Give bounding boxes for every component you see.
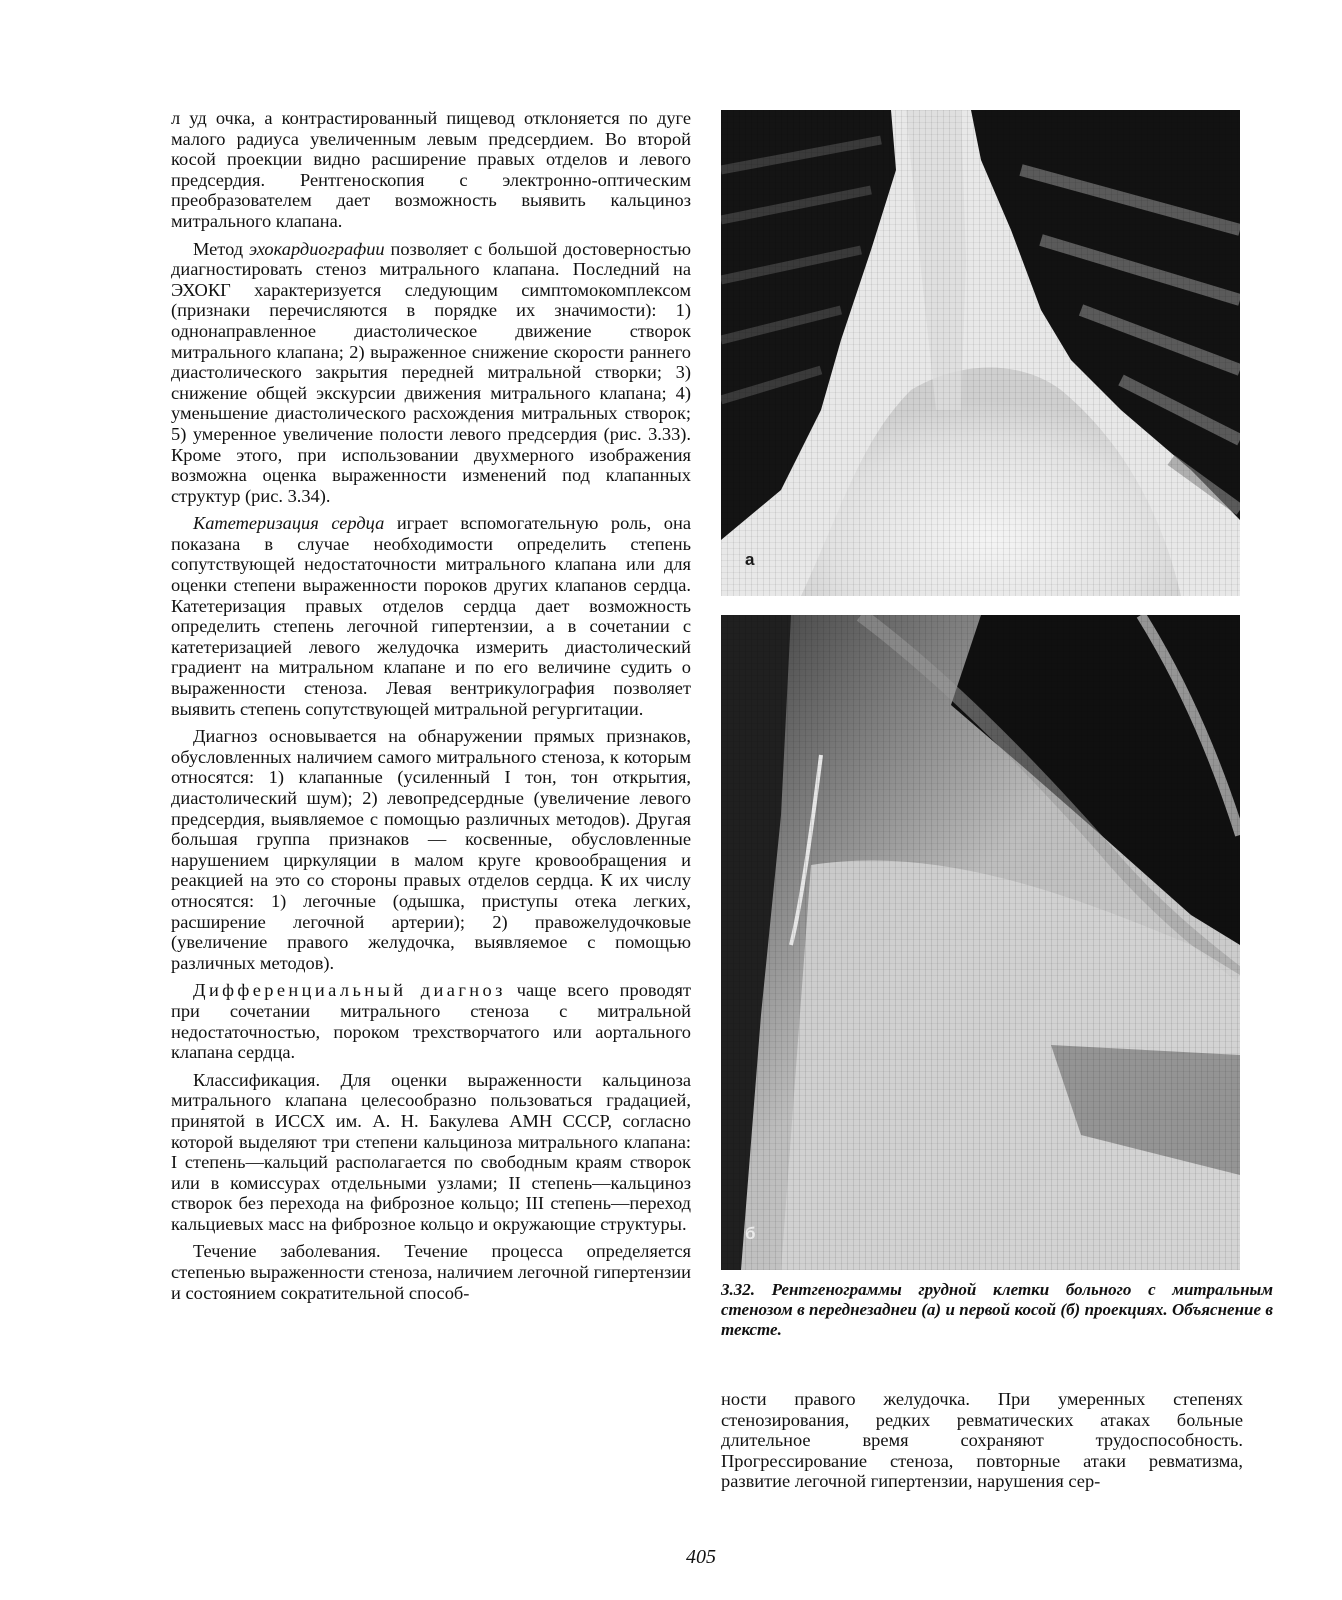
paragraph-esophagus: л уд очка, а контрастированный пищевод отклоняется по дуге малого радиуса увеличенным левым предсердием. Во второй косой проекции видно расширение правых отделов и левого предсердия. Рентгеноскопия с электронно-оптическим преобразователем дает возможность выявить кальциноз митрального клапана. [171,108,691,231]
xray-oblique-radiograph [721,615,1240,1270]
paragraph-echocardiography [171,239,691,507]
paragraph-disease-course: Течение заболевания. Течение процесса определяется степенью выраженности стеноза, наличием легочной гипертензии и состоянием сократительной способ- [171,1241,691,1303]
figure-label-a: а [745,550,755,569]
page-number: 405 [686,1546,716,1568]
term-catheterization: Катетеризация сердца [193,513,385,534]
paragraph-body: чаще всего проводят при сочетании митрального стеноза с митральной недостаточностью, пороком трехстворчатого или аортального клапана сердца. [171,980,691,1063]
paragraph-body: позволяет с большой достоверностью диагностировать стеноз митрального клапана. Последний на ЭХОКГ характеризуется следующим симптомокомплексом (признаки перечисляются в порядке их значимости): 1) однонаправленное диастолическое движение створок митрального клапана; 2) выраженное снижение скорости раннего диастолического закрытия передней митральной створки; 3) снижение общей экскурсии движения митрального клапана; 4) уменьшение диастолического расхождения митральных створок; 5) умеренное увеличение полости левого предсердия (рис. 3.33). Кроме этого, при использовании двухмерного изображения возможна оценка выраженности изменений под клапанных структур (рис. 3.34). [171,238,691,506]
paragraph-body: играет вспомогательную роль, она показана в случае необходимости определить степень сопутствующей недостаточности митрального клапана или для оценки степени выраженности пороков других клапанов сердца. Катетеризация правых отделов сердца дает возможность определить степень легочной гипертензии, а в сочетании с катетеризацией левого желудочка измерить диастолический градиент на митральном клапане и по его величине судить о выраженности стеноза. Левая вентрикулография позволяет выявить степень сопутствующей митральной регургитации. [171,513,692,719]
term-echocardiography: эхокардиографии [248,238,385,259]
paragraph-catheterization [171,513,691,719]
xray-image-b [721,615,1240,1270]
figure-label-b: б [745,1224,756,1243]
figure-caption: 3.32. Рентгенограммы грудной клетки больного с митральным стенозом в переднезаднеи (а) и первой косой (б) проекциях. Объяснение в тексте. [721,1280,1273,1339]
paragraph-lead: Метод [193,238,249,259]
term-differential-diagnosis: Дифференциальный диагноз [193,980,506,1001]
right-text-column [721,1389,1243,1492]
paragraph-classification: Классификация. Для оценки выраженности кальциноза митрального клапана целесообразно пользоваться градацией, принятой в ИССХ им. А. Н. Бакулева АМН СССР, согласно которой выделяют три степени кальциноза митрального клапана: I степень—кальций располагается по свободным краям створок или в комиссурах отдельными узлами; II степень—кальциноз створок без перехода на фиброзное кольцо; III степень—переход кальциевых масс на фиброзное кольцо и окружающие структуры. [171,1069,691,1234]
paragraph-diagnosis: Диагноз основывается на обнаружении прямых признаков, обусловленных наличием самого митрального стеноза, к которым относятся: 1) клапанные (усиленный I тон, тон открытия, диастолический шум); 2) левопредсердные (увеличение левого предсердия, выявляемое с помощью различных методов). Другая большая группа признаков — косвенные, обусловленные нарушением циркуляции в малом круге кровообращения и реакцией на это со стороны правых отделов сердца. К их числу относятся: 1) легочные (одышка, приступы отека легких, расширение легочной артерии); 2) правожелудочковые (увеличение правого желудочка, выявляемое с помощью различных методов). [171,726,691,973]
xray-image-a [721,110,1240,596]
left-text-column [171,108,691,1303]
xray-frontal-radiograph [721,110,1240,596]
paragraph-differential-diagnosis [171,980,691,1062]
paragraph-continuation: ности правого желудочка. При умеренных степенях стенозирования, редких ревматических атаках больные длительное время сохраняют трудоспособность. Прогрессирование стеноза, повторные атаки ревматизма, развитие легочной гипертензии, нарушения сер- [721,1389,1243,1492]
